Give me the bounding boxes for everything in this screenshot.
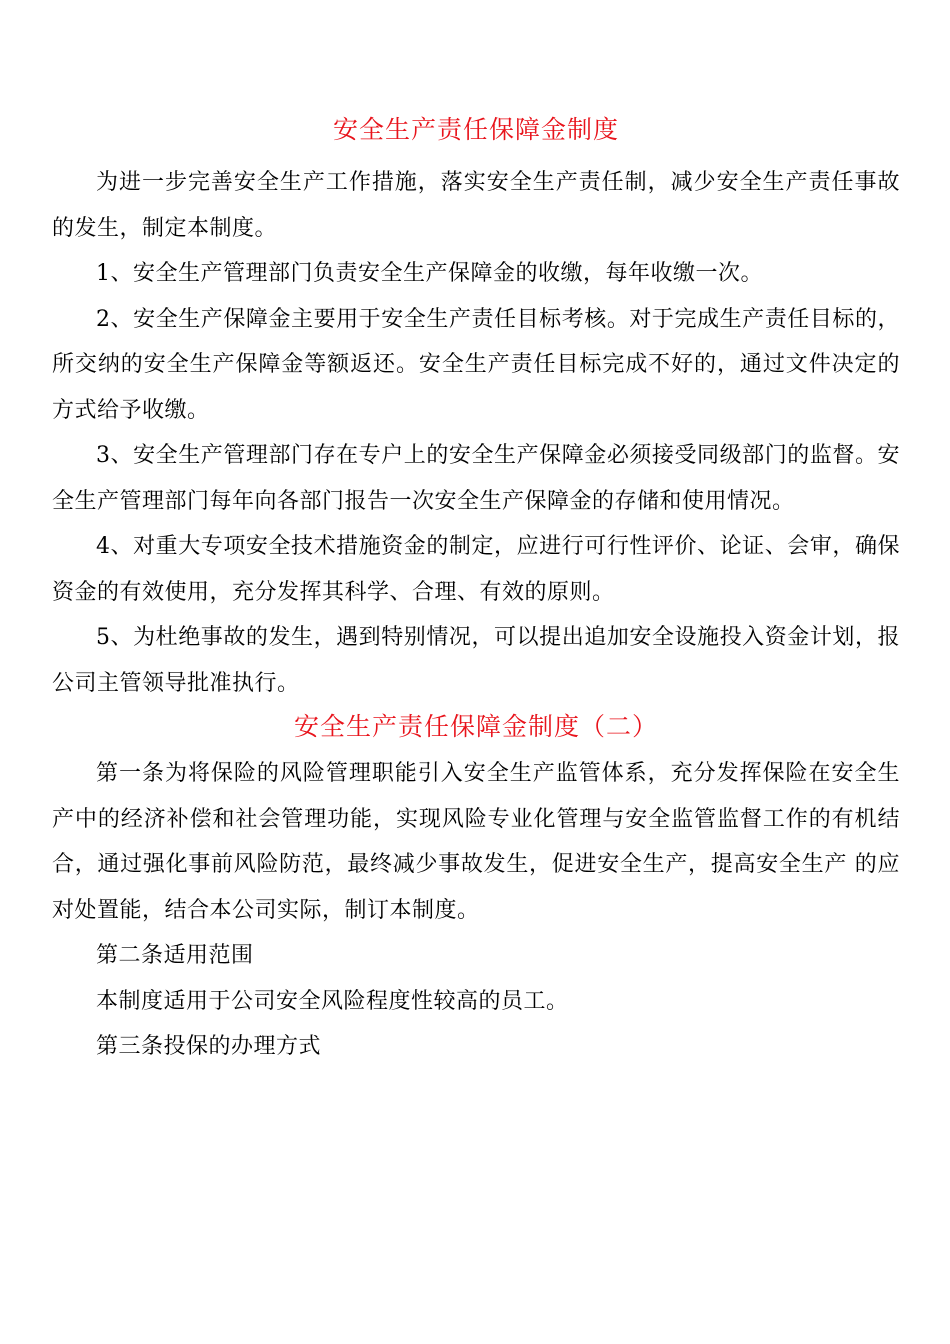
section-two <box>52 751 900 1070</box>
clause-1: 1、安全生产管理部门负责安全生产保障金的收缴，每年收缴一次。 <box>96 261 763 286</box>
document-page <box>52 110 900 1070</box>
clause-4: 4、对重大专项安全技术措施资金的制定，应进行可行性评价、论证、会审，确保资金的有效使用，充分发挥其科学、合理、有效的原则。 <box>52 534 900 605</box>
article-2-heading: 第二条适用范围 <box>96 943 254 968</box>
clause-2: 2、安全生产保障金主要用于安全生产责任目标考核。对于完成生产责任目标的，所交纳的安全生产保障金等额返还。安全生产责任目标完成不好的，通过文件决定的方式给予收缴。 <box>52 306 900 423</box>
document-title: 安全生产责任保障金制度 <box>332 115 619 144</box>
article-3-heading: 第三条投保的办理方式 <box>96 1034 322 1059</box>
section-two-title: 安全生产责任保障金制度（二） <box>293 712 658 741</box>
clause-3: 3、安全生产管理部门存在专户上的安全生产保障金必须接受同级部门的监督。安全生产管理部门每年向各部门报告一次安全生产保障金的存储和使用情况。 <box>52 443 900 514</box>
article-1: 第一条为将保险的风险管理职能引入安全生产监管体系，充分发挥保险在安全生产中的经济补偿和社会管理功能，实现风险专业化管理与安全监管监督工作的有机结合，通过强化事前风险防范，最终减少事故发生，促进安全生产，提高安全生产 的应对处置能，结合本公司实际，制订本制度。 <box>52 761 900 923</box>
clause-5: 5、为杜绝事故的发生，遇到特别情况，可以提出追加安全设施投入资金计划，报公司主管领导批准执行。 <box>52 625 900 696</box>
article-2-body: 本制度适用于公司安全风险程度性较高的员工。 <box>96 988 569 1014</box>
intro-paragraph: 为进一步完善安全生产工作措施，落实安全生产责任制，减少安全生产责任事故的发生，制定本制度。 <box>52 170 900 241</box>
section-one <box>52 160 900 706</box>
